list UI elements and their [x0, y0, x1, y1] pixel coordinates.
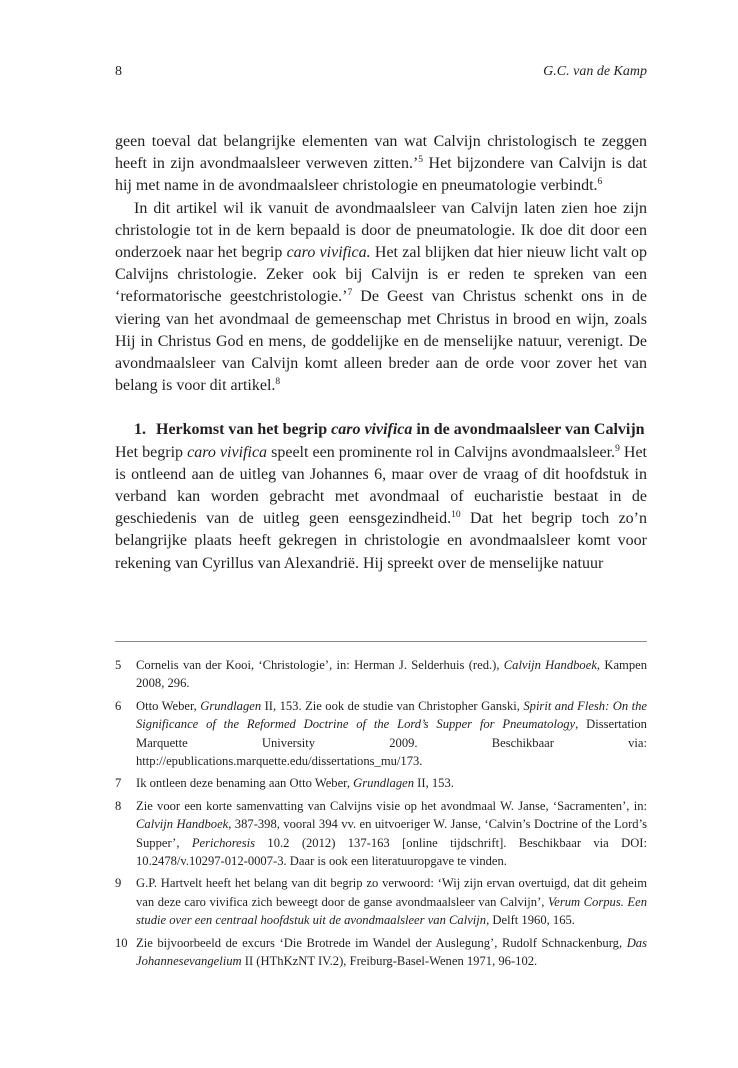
footnote-number: 7 — [115, 776, 122, 791]
footnote-text: Otto Weber, Grundlagen II, 153. Zie ook de studie van Christopher Ganski, Spirit and Flesh: On the Significance of the Reformed Doctrine of the Lord’s Supper for Pneumatology, Dissertation Marquette University 2009. Beschikbaar via: http://epublications.marquette.edu/dissertations_mu/173. — [136, 698, 647, 769]
footnote-text: Cornelis van der Kooi, ‘Christologie’, in: Herman J. Selderhuis (red.), Calvijn Handboek, Kampen 2008, 296. — [136, 658, 648, 691]
footnote-ref[interactable]: 5 — [418, 155, 424, 166]
footnote-ref[interactable]: 9 — [615, 443, 620, 454]
footnote-5 — [115, 656, 647, 693]
footnote-10 — [115, 934, 647, 971]
body-text — [115, 131, 647, 575]
footnote-ref[interactable]: 8 — [275, 377, 281, 388]
footnote-ref[interactable]: 6 — [597, 177, 603, 188]
footnote-text: Ik ontleen deze benaming aan Otto Weber, Grundlagen II, 153. — [136, 776, 454, 791]
footnote-text: Zie bijvoorbeeld de excurs ‘Die Brotrede im Wandel der Auslegung’, Rudolf Schnackenburg, Das Johannesevangelium II (HThKzNT IV.2), Freiburg-Basel-Wenen 1971, 96-102. — [136, 935, 647, 969]
footnote-7 — [115, 774, 647, 792]
footnote-8 — [115, 797, 647, 871]
footnote-6 — [115, 697, 647, 771]
footnote-number: 6 — [115, 698, 122, 713]
running-header — [115, 64, 647, 84]
paragraph-1: geen toeval dat belangrijke elementen van wat Calvijn christologisch te zeggen heeft in zijn avondmaalsleer verweven zitten.’$^5$ Het bijzondere van Calvijn is dat hij met name in de avondmaalsleer christologie en pneumatologie verbindt.$^6$ — [115, 133, 647, 195]
paragraph-3: Het begrip caro vivifica speelt een prominente rol in Calvijns avondmaalsleer.$^9$ Het is ontleend aan de uitleg van Johannes 6, maar over de vraag of dit hoofdstuk in verband kan worden gebracht met avondmaal of eucharistie bestaat in de geschiedenis van de uitleg geen eensgezindheid.$^{10}$ Dat het begrip toch zo’n belangrijke plaats heeft gekregen in christologie en avondmaalsleer komt voor rekening van Cyrillus van Alexandrië. Hij spreekt over de menselijke natuur — [115, 443, 648, 572]
footnote-text: Zie voor een korte samenvatting van Calvijns visie op het avondmaal W. Janse, ‘Sacramenten’, in: Calvijn Handboek, 387-398, vooral 394 vv. en uitvoeriger W. Janse, ‘Calvin’s Doctrine of the Lord’s Supper’, Perichoresis 10.2 (2012) 137-163 [online tijdschrift]. Beschikbaar via DOI: 10.2478/v.10297-012-0007-3. Daar is ook een literatuuropgave te vinden. — [136, 798, 647, 869]
footnote-number: 8 — [115, 798, 122, 813]
page-number: 8 — [115, 64, 122, 79]
footnote-number: 5 — [115, 658, 122, 672]
section-heading — [115, 419, 647, 441]
footnote-number: 9 — [115, 876, 122, 891]
paragraph-2: In dit artikel wil ik vanuit de avondmaalsleer van Calvijn laten zien hoe zijn christologie tot in de kern bepaald is door de pneumatologie. Ik doe dit door een onderzoek naar het begrip caro vivifica. Het zal blijken dat hier nieuw licht valt op Calvijns christologie. Zeker ook bij Calvijn is er reden te spreken van een ‘reformatorische geestchristologie.’$^7$ De Geest van Christus schenkt ons in de viering van het avondmaal de gemeenschap met Christus in brood en wijn, zoals Hij in Christus God en mens, de goddelijke en de menselijke natuur, verenigt. De avondmaalsleer van Calvijn komt alleen breder aan de orde voor zover het van belang is voor dit artikel.$^8$ — [115, 199, 648, 395]
footnote-9 — [115, 874, 647, 929]
running-head-author: G.C. van de Kamp — [543, 64, 647, 79]
section-title: Herkomst van het begrip caro vivifica in de avondmaalsleer van Calvijn — [156, 421, 645, 439]
footnote-ref[interactable]: 7 — [347, 288, 353, 299]
section-number: 1. — [134, 421, 146, 439]
footnote-ref[interactable]: 10 — [451, 510, 461, 521]
footnote-number: 10 — [115, 935, 128, 950]
footnotes — [115, 656, 647, 975]
footnote-divider — [115, 641, 647, 642]
footnote-text: G.P. Hartvelt heeft het belang van dit begrip zo verwoord: ‘Wij zijn ervan overtuigd, dat dit geheim van deze caro vivifica zich beweegt door de ganse avondmaalsleer van Calvijn’, Verum Corpus. Een studie over een centraal hoofdstuk uit de avondmaalsleer van Calvijn, Delft 1960, 165. — [136, 876, 648, 928]
